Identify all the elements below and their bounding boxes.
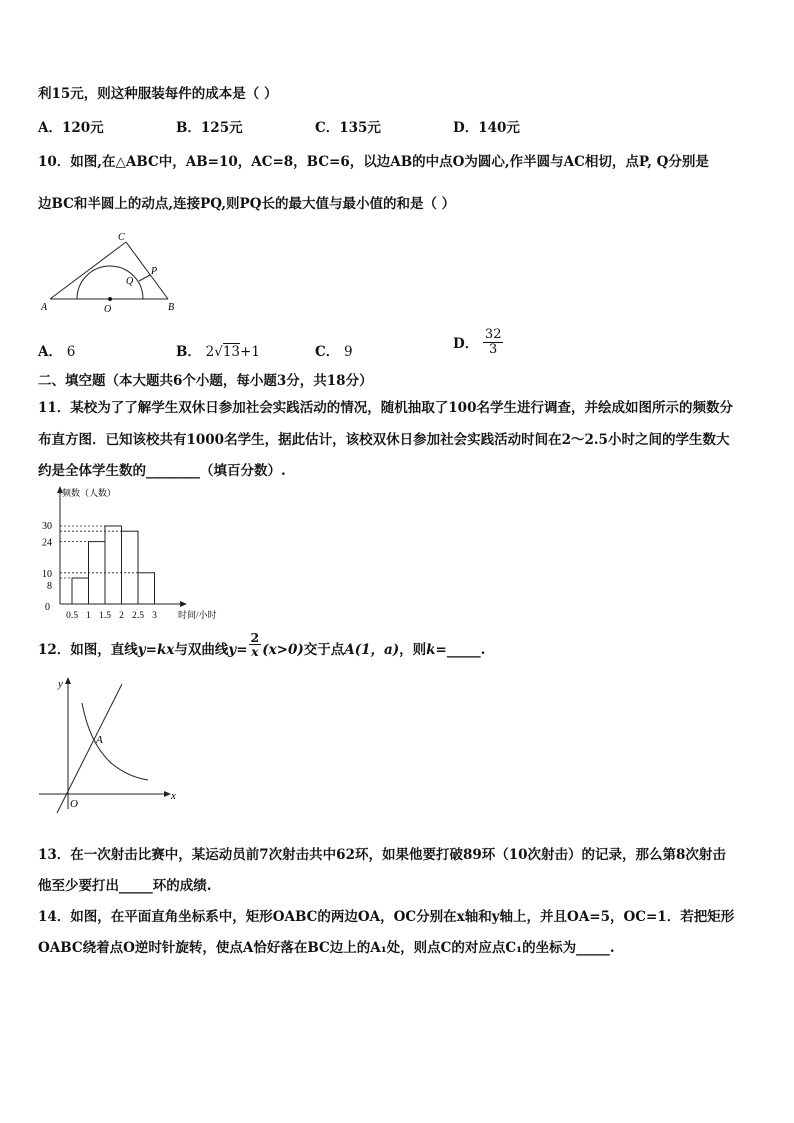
q10-option-a: [38, 340, 75, 360]
histogram-xlabel: 时间/小时: [178, 610, 217, 620]
histogram-x-arrow: [180, 601, 187, 607]
q12-label-o: O: [70, 798, 78, 810]
q12-mid: 与双曲线: [174, 642, 229, 658]
q12-condition: (x>0): [262, 642, 304, 658]
q10-option-b-label: B．: [176, 344, 201, 360]
q10-option-b: [176, 340, 260, 360]
q11-stem-line3: 约是全体学生数的________（填百分数）.: [38, 463, 286, 479]
sqrt-icon: √: [214, 344, 223, 360]
q12-point: A(1，a): [344, 642, 400, 658]
q12-post: 交于点: [303, 642, 345, 658]
histogram-x-tick: 1: [86, 611, 91, 621]
q10-stem-line1: 10．如图,在△ABC中，AB=10，AC=8，BC=6，以边AB的中点O为圆心,作半圆与AC相切，点P, Q分别是: [38, 154, 709, 170]
label-a: A: [41, 302, 48, 313]
q12-ask: ，则: [399, 642, 427, 658]
q12-fraction-denominator: x: [251, 644, 259, 659]
q11-histogram: [35, 484, 255, 624]
q10-option-d-denominator: 3: [489, 341, 498, 357]
histogram-bar: [122, 531, 139, 604]
q10-option-c-label: C．: [315, 344, 340, 360]
q12-label-a: A: [96, 734, 103, 746]
histogram-x-tick: 1.5: [99, 611, 111, 621]
point-o-dot: [108, 297, 112, 301]
histogram-y-tick: 10: [42, 569, 52, 580]
q10-option-c: [315, 340, 353, 360]
q12-figure: [35, 675, 185, 815]
q10-option-d-label: D．: [453, 336, 479, 353]
q9-option-c: C．135元: [315, 120, 381, 136]
q10-option-d: [453, 328, 503, 356]
q12-label-x: x: [171, 790, 176, 802]
q9-option-d: D．140元: [453, 120, 520, 136]
histogram-y-tick: 24: [42, 537, 52, 549]
q10-options: [38, 327, 758, 368]
histogram-x-tick: 3: [152, 611, 157, 621]
q10-option-b-plus: +1: [240, 344, 260, 360]
section-heading: 二、填空题（本大题共6个小题，每小题3分，共18分）: [38, 373, 373, 389]
q12-fraction: [249, 631, 262, 658]
label-c: C: [118, 232, 125, 243]
q10-option-a-value: 6: [66, 344, 76, 360]
q11-stem-line2: 布直方图．已知该校共有1000名学生，据此估计，该校双休日参加社会实践活动时间在2～2.5小时之间的学生数大: [38, 432, 730, 448]
q12-curve-y: y=: [228, 642, 248, 658]
q9-option-a: A．120元: [38, 120, 104, 136]
q10-option-b-coef: 2: [205, 344, 215, 360]
q10-option-d-fraction: [483, 328, 504, 356]
segment-pq: [139, 275, 150, 281]
histogram-y-tick: 30: [42, 521, 52, 532]
q12-k: k=: [426, 642, 447, 658]
q12-hyperbola: [82, 703, 148, 780]
q12-label-y: y: [58, 678, 63, 690]
q14-stem-line1: 14．如图，在平面直角坐标系中，矩形OABC的两边OA，OC分别在x轴和y轴上，并且OA=5，OC=1．若把矩形: [38, 909, 735, 925]
side-ac: [50, 242, 126, 299]
histogram-x-tick: 0.5: [66, 611, 78, 621]
q12-fraction-numerator: 2: [250, 629, 260, 645]
histogram-ylabel: 频数（人数）: [62, 488, 117, 498]
histogram-origin: 0: [45, 602, 50, 613]
q10-figure: [38, 230, 188, 315]
q10-option-a-label: A．: [38, 344, 62, 360]
q14-stem-line2: OABC绕着点O逆时针旋转，使点A恰好落在BC边上的A₁处，则点C的对应点C₁的坐标为_____.: [38, 940, 615, 956]
q10-option-d-numerator: 32: [484, 327, 502, 342]
q9-stem: 利15元，则这种服装每件的成本是（ ）: [38, 86, 278, 102]
q12-stem-text: [38, 629, 486, 659]
q12-line-equation: y=kx: [137, 642, 175, 658]
q10-option-c-value: 9: [343, 344, 353, 360]
histogram-x-tick: 2: [119, 611, 124, 621]
q12-pre: 12．如图，直线: [38, 642, 138, 658]
q12-blank: _____.: [446, 642, 486, 658]
q12-y-arrow: [65, 677, 71, 684]
q10-option-b-radicand: 13: [222, 344, 241, 360]
q10-stem-line2: 边BC和半圆上的动点,连接PQ,则PQ长的最大值与最小值的和是（ ）: [38, 196, 456, 212]
q13-stem-line2: 他至少要打出_____环的成绩.: [38, 878, 212, 894]
label-q: Q: [126, 276, 134, 287]
q11-stem-line1: 11．某校为了了解学生双休日参加社会实践活动的情况，随机抽取了100名学生进行调查，并绘成如图所示的频数分: [38, 400, 733, 416]
label-b: B: [168, 302, 175, 313]
histogram-bar: [138, 573, 155, 604]
histogram-y-tick: 8: [47, 581, 52, 593]
histogram-x-tick: 2.5: [132, 611, 144, 621]
q10-option-b-value: [206, 343, 260, 360]
side-bc: [126, 242, 168, 299]
label-o: O: [104, 304, 112, 315]
label-p: P: [151, 266, 158, 277]
q12-x-arrow: [164, 791, 171, 797]
q9-option-b: B．125元: [176, 120, 243, 136]
histogram-bar: [72, 578, 89, 604]
q13-stem-line1: 13．在一次射击比赛中，某运动员前7次射击共中62环，如果他要打破89环（10次射击）的记录，那么第8次射击: [38, 847, 726, 863]
q12-stem: [38, 630, 754, 670]
histogram-bar: [105, 526, 122, 604]
